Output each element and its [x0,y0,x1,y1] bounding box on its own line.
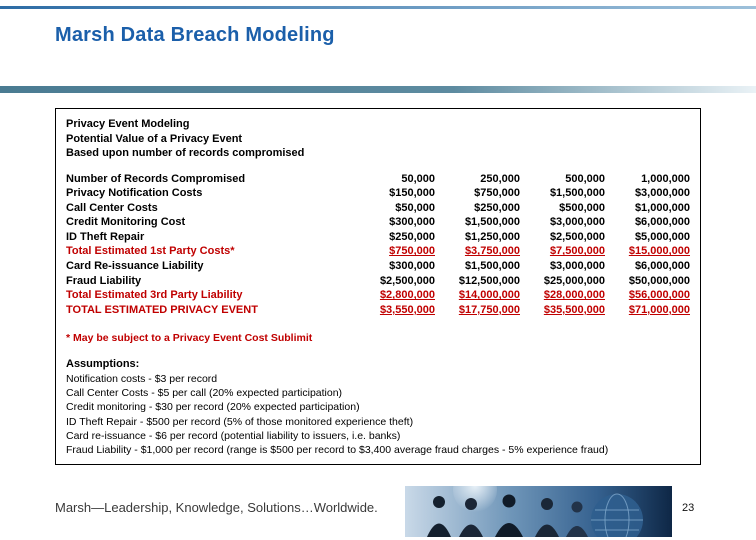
people-globe-photo-graphic [405,486,672,537]
row-value: 50,000 [401,172,435,185]
assumptions-block [66,357,690,457]
row-label: TOTAL ESTIMATED PRIVACY EVENT [66,303,258,316]
row-label: Privacy Notification Costs [66,187,203,200]
table-row [66,288,690,303]
row-label: Fraud Liability [66,274,142,287]
row-value: $50,000,000 [628,274,690,287]
table-rows [66,172,690,318]
assumption-item: Fraud Liability - $1,000 per record (range is $500 per record to $3,400 average fraud charges - 5% experience fraud) [66,443,609,456]
privacy-event-table [55,108,701,465]
row-value: $1,250,000 [464,230,520,243]
row-value: $3,550,000 [379,303,435,316]
row-value: 250,000 [480,172,520,185]
header-divider-bar [0,86,756,93]
row-value: $1,500,000 [464,260,520,273]
row-value: $17,750,000 [458,303,520,316]
row-value: $3,750,000 [464,245,520,258]
table-header-line-1: Privacy Event Modeling [66,118,190,130]
row-value: $28,000,000 [543,289,605,302]
row-label: Call Center Costs [66,201,158,214]
assumptions-title: Assumptions: [66,358,140,371]
row-value: $3,000,000 [549,260,605,273]
table-row [66,230,690,245]
row-value: 500,000 [565,172,605,185]
footer-tagline: Marsh—Leadership, Knowledge, Solutions…Worldwide. [55,500,378,515]
assumptions-list [66,372,690,457]
row-value: $300,000 [389,216,435,229]
row-value: $250,000 [474,201,520,214]
row-value: $12,500,000 [458,274,520,287]
slide-title: Marsh Data Breach Modeling [55,24,335,46]
row-value: $2,500,000 [549,230,605,243]
row-value: $300,000 [389,260,435,273]
table-footnote: * May be subject to a Privacy Event Cost Sublimit [66,332,313,345]
row-value: $14,000,000 [458,289,520,302]
row-value: $2,500,000 [379,274,435,287]
table-row [66,274,690,289]
top-accent-line [0,6,756,9]
people-globe-photo [405,486,672,537]
row-value: $1,500,000 [464,216,520,229]
row-value: $56,000,000 [628,289,690,302]
table-row [66,303,690,318]
row-value: $3,000,000 [549,216,605,229]
assumption-item: Call Center Costs - $5 per call (20% expected participation) [66,387,343,400]
row-value: $15,000,000 [628,245,690,258]
table-row [66,186,690,201]
row-label: Total Estimated 3rd Party Liability [66,289,243,302]
row-value: $150,000 [389,187,435,200]
row-value: $6,000,000 [634,216,690,229]
assumption-item: Credit monitoring - $30 per record (20% expected participation) [66,401,360,414]
table-header [66,117,690,161]
row-value: $7,500,000 [549,245,605,258]
page-number: 23 [682,502,695,514]
row-value: $71,000,000 [628,303,690,316]
row-label: Total Estimated 1st Party Costs* [66,245,235,258]
row-label: Number of Records Compromised [66,172,246,185]
row-value: $500,000 [559,201,605,214]
row-value: $2,800,000 [379,289,435,302]
row-value: $25,000,000 [543,274,605,287]
assumption-item: Notification costs - $3 per record [66,372,218,385]
row-label: Credit Monitoring Cost [66,216,186,229]
row-value: $750,000 [474,187,520,200]
assumption-item: ID Theft Repair - $500 per record (5% of those monitored experience theft) [66,415,414,428]
row-value: $5,000,000 [634,230,690,243]
assumption-item: Card re-issuance - $6 per record (potential liability to issuers, i.e. banks) [66,429,401,442]
row-label: Card Re-issuance Liability [66,260,204,273]
table-row [66,201,690,216]
row-value: $750,000 [389,245,435,258]
row-value: $50,000 [395,201,435,214]
row-value: $35,500,000 [543,303,605,316]
row-value: $1,000,000 [634,201,690,214]
row-value: $1,500,000 [549,187,605,200]
table-row [66,215,690,230]
row-value: 1,000,000 [641,172,690,185]
row-value: $6,000,000 [634,260,690,273]
row-label: ID Theft Repair [66,230,145,243]
table-row [66,259,690,274]
table-row [66,172,690,187]
table-header-line-2: Potential Value of a Privacy Event [66,132,243,145]
table-header-line-3: Based upon number of records compromised [66,147,305,159]
row-value: $250,000 [389,230,435,243]
table-row [66,244,690,259]
row-value: $3,000,000 [634,187,690,200]
